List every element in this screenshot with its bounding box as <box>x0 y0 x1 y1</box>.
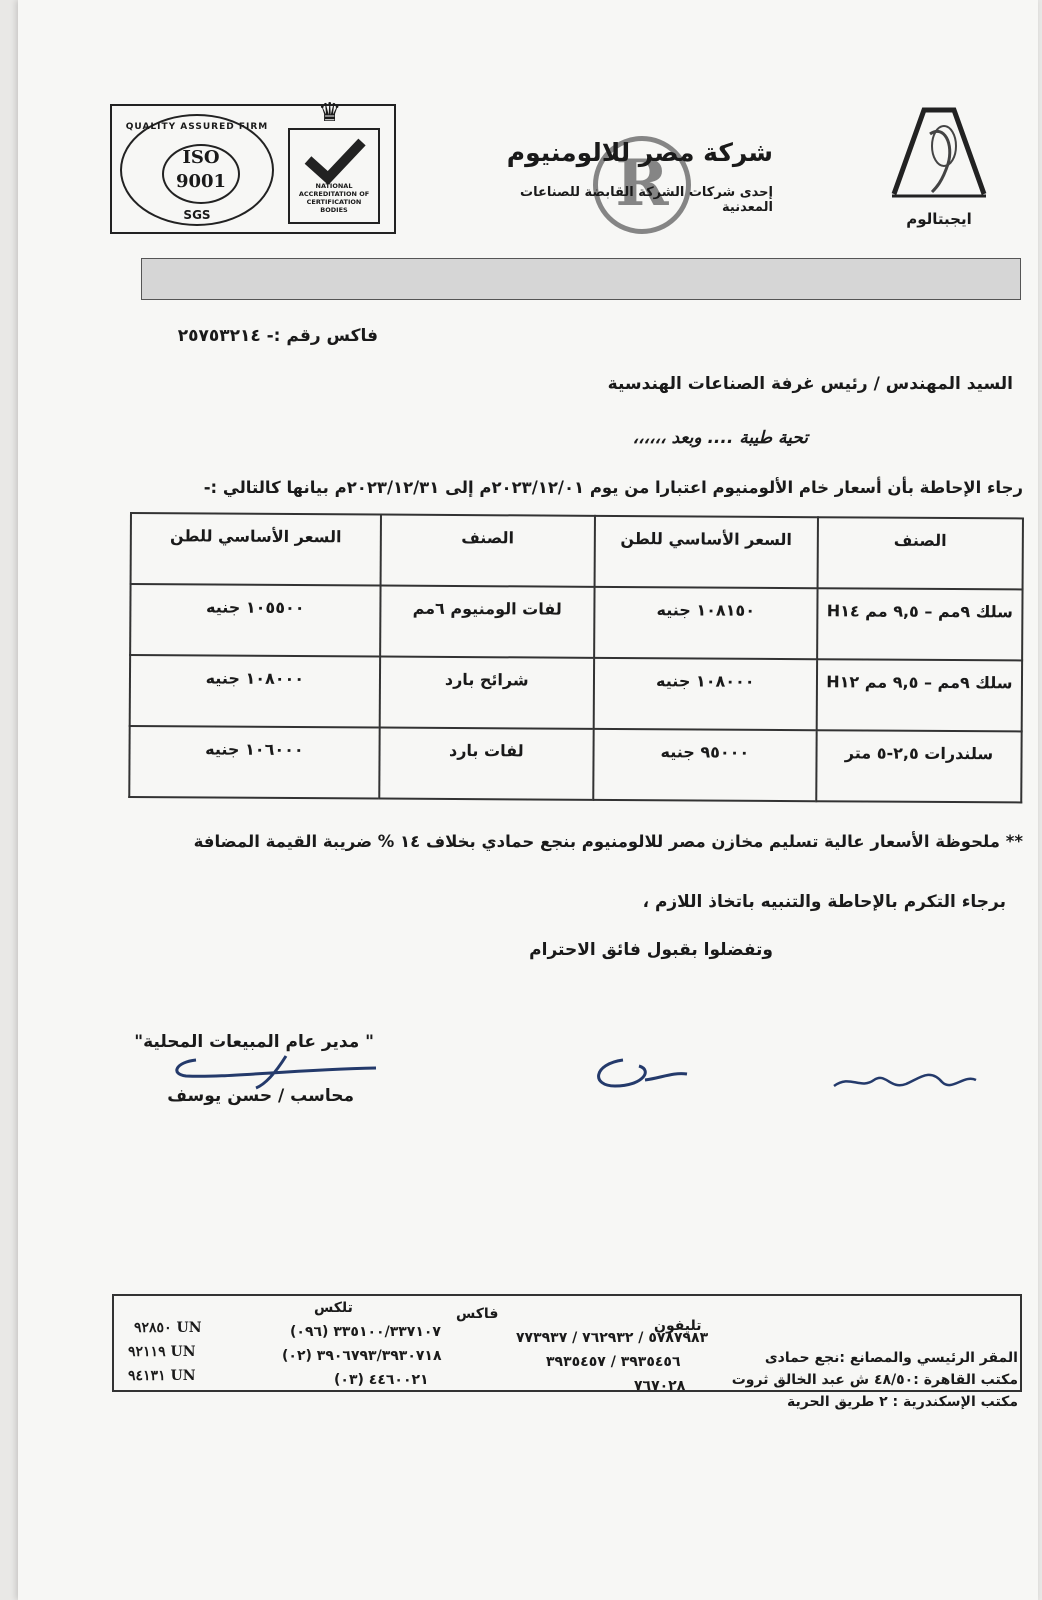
sgs-label: SGS <box>183 208 211 222</box>
table-cell: ٩٥٠٠٠ جنيه <box>593 729 816 801</box>
table-cell: شرائح بارد <box>379 657 594 729</box>
signatory-name: محاسب / حسن يوسف <box>167 1086 354 1106</box>
table-cell: ١٠٨٠٠٠ جنيه <box>594 658 817 730</box>
table-cell: لفات الومنيوم ٦مم <box>380 586 595 658</box>
footer-address-main: المقر الرئيسي والمصانع :نجع حمادى <box>764 1350 1018 1366</box>
table-cell: سلك ٩مم – ٩,٥ مم H١٢ <box>817 659 1023 731</box>
company-header <box>473 138 773 215</box>
table-cell: لفات بارد <box>379 728 594 800</box>
footer-label-phone: تليفون <box>654 1318 702 1334</box>
intro-text: رجاء الإحاطة بأن أسعار خام الألومنيوم اعتبارا من يوم ٢٠٢٣/١٢/٠١م إلى ٢٠٢٣/١٢/٣١م بيانها كالتالي :- <box>203 478 1023 497</box>
footer-fax-1: (٠٩٦) ٣٣٥١٠٠/٣٣٧١٠٧ <box>290 1324 441 1340</box>
iso-seal <box>120 114 274 226</box>
fax-number: فاكس رقم :- ٢٥٧٥٣٢١٤ <box>177 326 378 346</box>
signature-middle-icon <box>583 1050 693 1096</box>
footer-phone-3: ٧٦٧٠٢٨ <box>634 1378 686 1394</box>
table-cell: ١٠٨٠٠٠ جنيه <box>130 655 380 728</box>
table-header: الصنف <box>817 517 1023 589</box>
table-cell: ١٠٥٥٠٠ جنيه <box>130 584 380 657</box>
footer-phone-1: ٥٧٨٧٩٨٣ / ٧٦٢٩٣٢ / ٧٧٣٩٣٧ <box>516 1330 709 1346</box>
iso-label: ISO 9001 <box>162 144 240 204</box>
company-subtitle: إحدى شركات الشركة القابضة للصناعات المعدنية <box>520 185 773 215</box>
request-text: برجاء التكرم بالإحاطة والتنبيه باتخاذ اللازم ، <box>642 892 1006 912</box>
table-row <box>130 584 1022 660</box>
egyptalum-name: ايجبتالوم <box>906 210 972 228</box>
table-header: السعر الأساسي للطن <box>131 513 381 586</box>
header-divider-bar <box>141 258 1021 300</box>
checkmark-icon <box>290 134 378 184</box>
footer-box <box>112 1294 1022 1410</box>
footer-address-alex: مكتب الإسكندرية : ٢ طريق الحرية <box>787 1394 1018 1410</box>
footer-label-fax: فاكس <box>456 1306 499 1322</box>
footer-telex-3: ٩٤١٣١ UN <box>128 1368 196 1384</box>
table-header: الصنف <box>380 515 595 587</box>
company-name: شركة مصر للالومنيوم <box>506 138 773 167</box>
signatory-title: " مدير عام المبيعات المحلية" <box>134 1032 374 1052</box>
table-header-row <box>131 513 1023 589</box>
footer-telex-2: ٩٢١١٩ UN <box>128 1344 196 1360</box>
footer-address-cairo: مكتب القاهرة :٤٨/٥٠ ش عبد الخالق ثروت <box>731 1372 1018 1388</box>
footer-telex-1: ٩٢٨٥٠ UN <box>134 1320 202 1336</box>
footer-fax-3: (٠٣) ٤٤٦٠٠٢١ <box>334 1372 429 1388</box>
table-cell: سلندرات ٢,٥-٥ متر <box>816 730 1022 802</box>
table-row <box>130 655 1022 731</box>
certification-box <box>110 98 396 234</box>
table-header: السعر الأساسي للطن <box>594 516 817 588</box>
signature-right-icon <box>830 1060 980 1100</box>
greeting: تحية طيبة .... وبعد ،،،،،، <box>632 428 808 448</box>
footer-label-telex: تلكس <box>314 1300 353 1316</box>
company-logo-r: R <box>593 136 691 234</box>
addressee: السيد المهندس / رئيس غرفة الصناعات الهندسية <box>607 374 1013 394</box>
footer-fax-2: (٠٢) ٣٩٠٦٧٩٣/٣٩٣٠٧١٨ <box>282 1348 442 1364</box>
table-row <box>129 726 1021 802</box>
ukas-text: NATIONAL ACCREDITATION OF CERTIFICATION BODIES <box>298 182 370 214</box>
price-table <box>128 512 1024 803</box>
letter-page <box>18 0 1038 1600</box>
table-cell: ١٠٨١٥٠ جنيه <box>594 587 817 659</box>
table-cell: سلك ٩مم – ٩,٥ مم H١٤ <box>817 588 1023 660</box>
price-note: ** ملحوظة الأسعار عالية تسليم مخازن مصر للالومنيوم بنجع حمادي بخلاف ١٤ % ضريبة القيمة المضافة <box>193 832 1023 851</box>
egyptalum-logo-icon <box>884 104 994 204</box>
ukas-mark <box>288 128 380 224</box>
crown-icon: ♛ <box>318 98 342 128</box>
table-cell: ١٠٦٠٠٠ جنيه <box>129 726 379 799</box>
footer-phone-2: ٣٩٣٥٤٥٦ / ٣٩٣٥٤٥٧ <box>546 1354 681 1370</box>
iso-ring-text: QUALITY ASSURED FIRM <box>125 122 269 132</box>
closing-text: وتفضلوا بقبول فائق الاحترام <box>529 940 773 960</box>
